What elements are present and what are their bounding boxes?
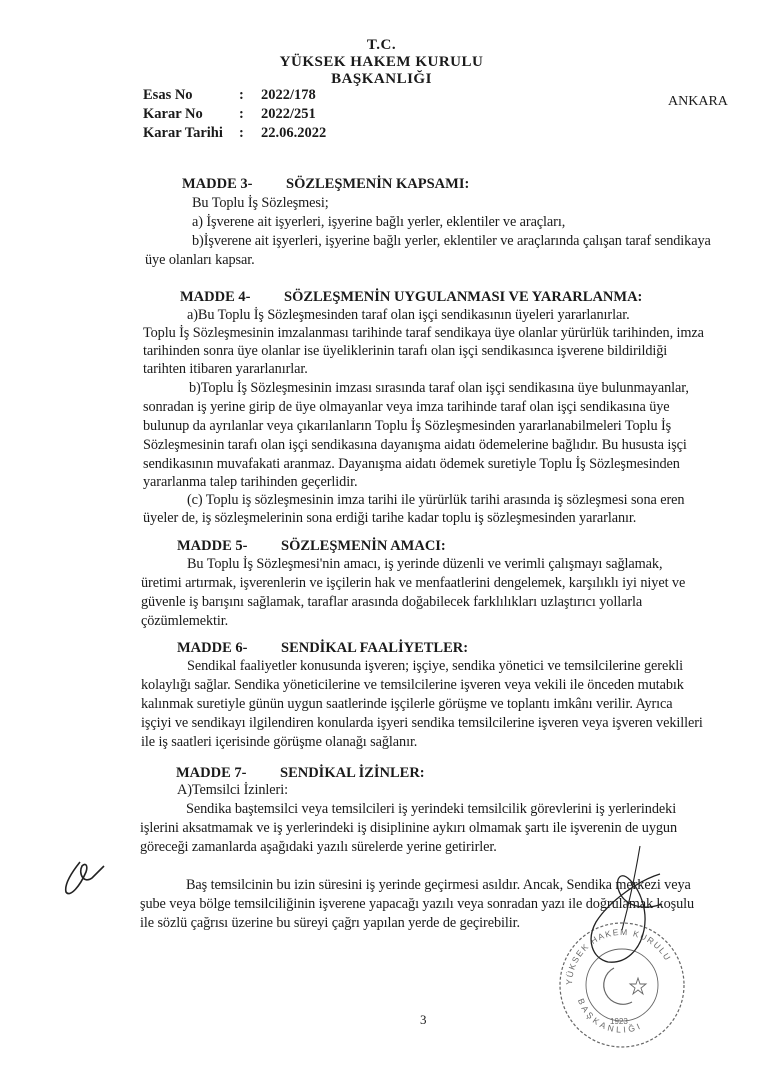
article-5-line: Bu Toplu İş Sözleşmesi'nin amacı, iş yerinde düzenli ve verimli çalışmayı sağlamak,: [187, 556, 663, 572]
article-7-line: şube veya bölge temsilciliğinin işverene yapacağı yazılı veya sonradan yazı ile doğrulamak koşulu: [140, 896, 695, 912]
article-3-number: MADDE 3-: [182, 176, 253, 192]
article-3-line: Bu Toplu İş Sözleşmesi;: [192, 195, 329, 211]
tarih-label: Karar Tarihi: [143, 125, 223, 141]
article-4-number: MADDE 4-: [180, 289, 251, 305]
article-7-number: MADDE 7-: [176, 765, 247, 781]
article-4-line: sendikasının muvafakati aranmaz. Dayanışma aidatı ödemek suretiyle Toplu İş Sözleşmesinden: [143, 456, 680, 472]
article-6-title: SENDİKAL FAALİYETLER:: [281, 640, 469, 656]
article-7-line: Baş temsilcinin bu izin süresini iş yerinde geçirmesi asıldır. Ancak, Sendika merkezi veya: [186, 877, 691, 893]
article-7-line: Sendika baştemsilci veya temsilcileri iş yerindeki temsilcilik görevlerini iş yerlerindeki: [186, 801, 677, 817]
article-7-line: göreceği zamanlarda aşağıdaki yazılı sürelerde yerine getirirler.: [140, 839, 497, 855]
article-3-line: b)İşverene ait işyerleri, işyerine bağlı yerler, eklentiler ve araçlarında çalışan taraf sendikaya: [192, 233, 711, 249]
article-7-line: A)Temsilci İzinleri:: [177, 782, 288, 798]
article-4-line: yararlanma talep tarihinden geçerlidir.: [143, 474, 358, 490]
article-3-line: üye olanları kapsar.: [145, 252, 255, 268]
tarih-colon: :: [239, 125, 244, 141]
header-tc: T.C.: [366, 37, 397, 53]
article-7-line: ile sözlü çağrısı üzerine bu süreyi çağrı yapılan yerde de geçirebilir.: [140, 915, 520, 931]
article-4-line: tarihten itibaren yararlanırlar.: [143, 361, 308, 377]
article-5-line: güvenle iş barışını sağlamak, taraflar arasında doğabilecek farklılıkları uzlaştırıcı yollarla: [141, 594, 643, 610]
karar-colon: :: [239, 106, 244, 122]
article-4-line: Sözleşmesinin tarafı olan işçi sendikasına dayanışma aidatı ödemelerine bağlıdır. Bu hususta işçi: [143, 437, 687, 453]
article-4-line: (c) Toplu iş sözleşmesinin imza tarihi ile yürürlük tarihi arasında iş sözleşmesi sona eren: [187, 492, 685, 508]
stamp-bottom-path: BAŞKANLIĞI: [575, 997, 645, 1035]
article-4-line: tarihinden sonra üye olanlar ise üyeliklerinin tarafı olan işçi sendikasınca işverene bildirildiği: [143, 343, 668, 359]
article-4-line: b)Toplu İş Sözleşmesinin imzası sırasında taraf olan işçi sendikasına üye bulunmayanlar,: [189, 380, 689, 396]
header-presidency: BAŞKANLIĞI: [331, 71, 432, 87]
article-7-title: SENDİKAL İZİNLER:: [280, 765, 425, 781]
karar-value: 2022/251: [261, 106, 316, 122]
article-4-line: bulunup da ayrılanlar veya çıkarılanların Toplu İş Sözleşmesinden yararlanabilmeleri Toplu İş: [143, 418, 672, 434]
crescent-icon: [604, 968, 632, 1004]
article-6-line: kolaylığı sağlar. Sendika yöneticilerine ve temsilcilerine işveren veya vekili ile önceden mutabık: [141, 677, 684, 693]
karar-label: Karar No: [143, 106, 203, 122]
header-institution: YÜKSEK HAKEM KURULU: [279, 54, 484, 70]
article-5-title: SÖZLEŞMENİN AMACI:: [281, 538, 446, 554]
article-4-line: a)Bu Toplu İş Sözleşmesinden taraf olan işçi sendikasının üyeleri yararlanırlar.: [187, 307, 630, 323]
article-6-number: MADDE 6-: [177, 640, 248, 656]
article-4-line: üyeler de, iş sözleşmelerinin sona erdiği tarihe kadar toplu iş sözleşmesinden yararlanır.: [143, 510, 637, 526]
article-6-line: ile iş saatleri içerisinde görüşme olanağı sağlanır.: [141, 734, 418, 750]
city: ANKARA: [668, 94, 728, 109]
article-3-title: SÖZLEŞMENİN KAPSAMI:: [286, 176, 470, 192]
article-6-line: kalınmak suretiyle günün uygun saatlerinde işçilerle görüşme ve toplantı imkânı verilir. Ayrıca: [141, 696, 673, 712]
official-stamp: [560, 923, 684, 1047]
article-6-line: işçiyi ve sendikayı ilgilendiren konularda işyeri sendika temsilcilerine işveren veya işveren vekilleri: [141, 715, 703, 731]
stamp-bottom-text: [576, 997, 644, 1035]
article-6-line: Sendikal faaliyetler konusunda işveren; işçiye, sendika yönetici ve temsilcilerine gerekli: [187, 658, 683, 674]
article-3-line: a) İşverene ait işyerleri, işyerine bağlı yerler, eklentiler ve araçları,: [192, 214, 566, 230]
article-4-title: SÖZLEŞMENİN UYGULANMASI VE YARARLANMA:: [284, 289, 643, 305]
esas-label: Esas No: [143, 87, 193, 103]
article-4-line: sonradan iş yerine girip de üye olmayanlar veya imza tarihinde taraf olan işçi sendikasına üye: [143, 399, 670, 415]
article-7-line: işlerini aksatmamak ve iş yerlerindeki iş disiplinine aykırı olmamak şartı ile işverenin de uygun: [140, 820, 678, 836]
article-4-line: Toplu İş Sözleşmesinin imzalanması tarihinde taraf sendikaya üye olanlar yürürlük tarihinden, imza: [143, 325, 704, 341]
stamp-year: 1923: [610, 1017, 628, 1026]
article-5-number: MADDE 5-: [177, 538, 248, 554]
esas-value: 2022/178: [261, 87, 316, 103]
tarih-value: 22.06.2022: [261, 125, 327, 141]
star-icon: [630, 978, 646, 994]
page-number: 3: [420, 1012, 427, 1027]
esas-colon: :: [239, 87, 244, 103]
article-5-line: üretimi artırmak, işverenlerin ve işçilerin hak ve menfaatlerini dengelemek, karşılıklı iyi niyet ve: [141, 575, 686, 591]
stamp-top-path: YÜKSEK HAKEM KURULU: [563, 926, 674, 986]
article-5-line: çözümlemektir.: [141, 613, 229, 629]
margin-paraph: [66, 862, 104, 894]
